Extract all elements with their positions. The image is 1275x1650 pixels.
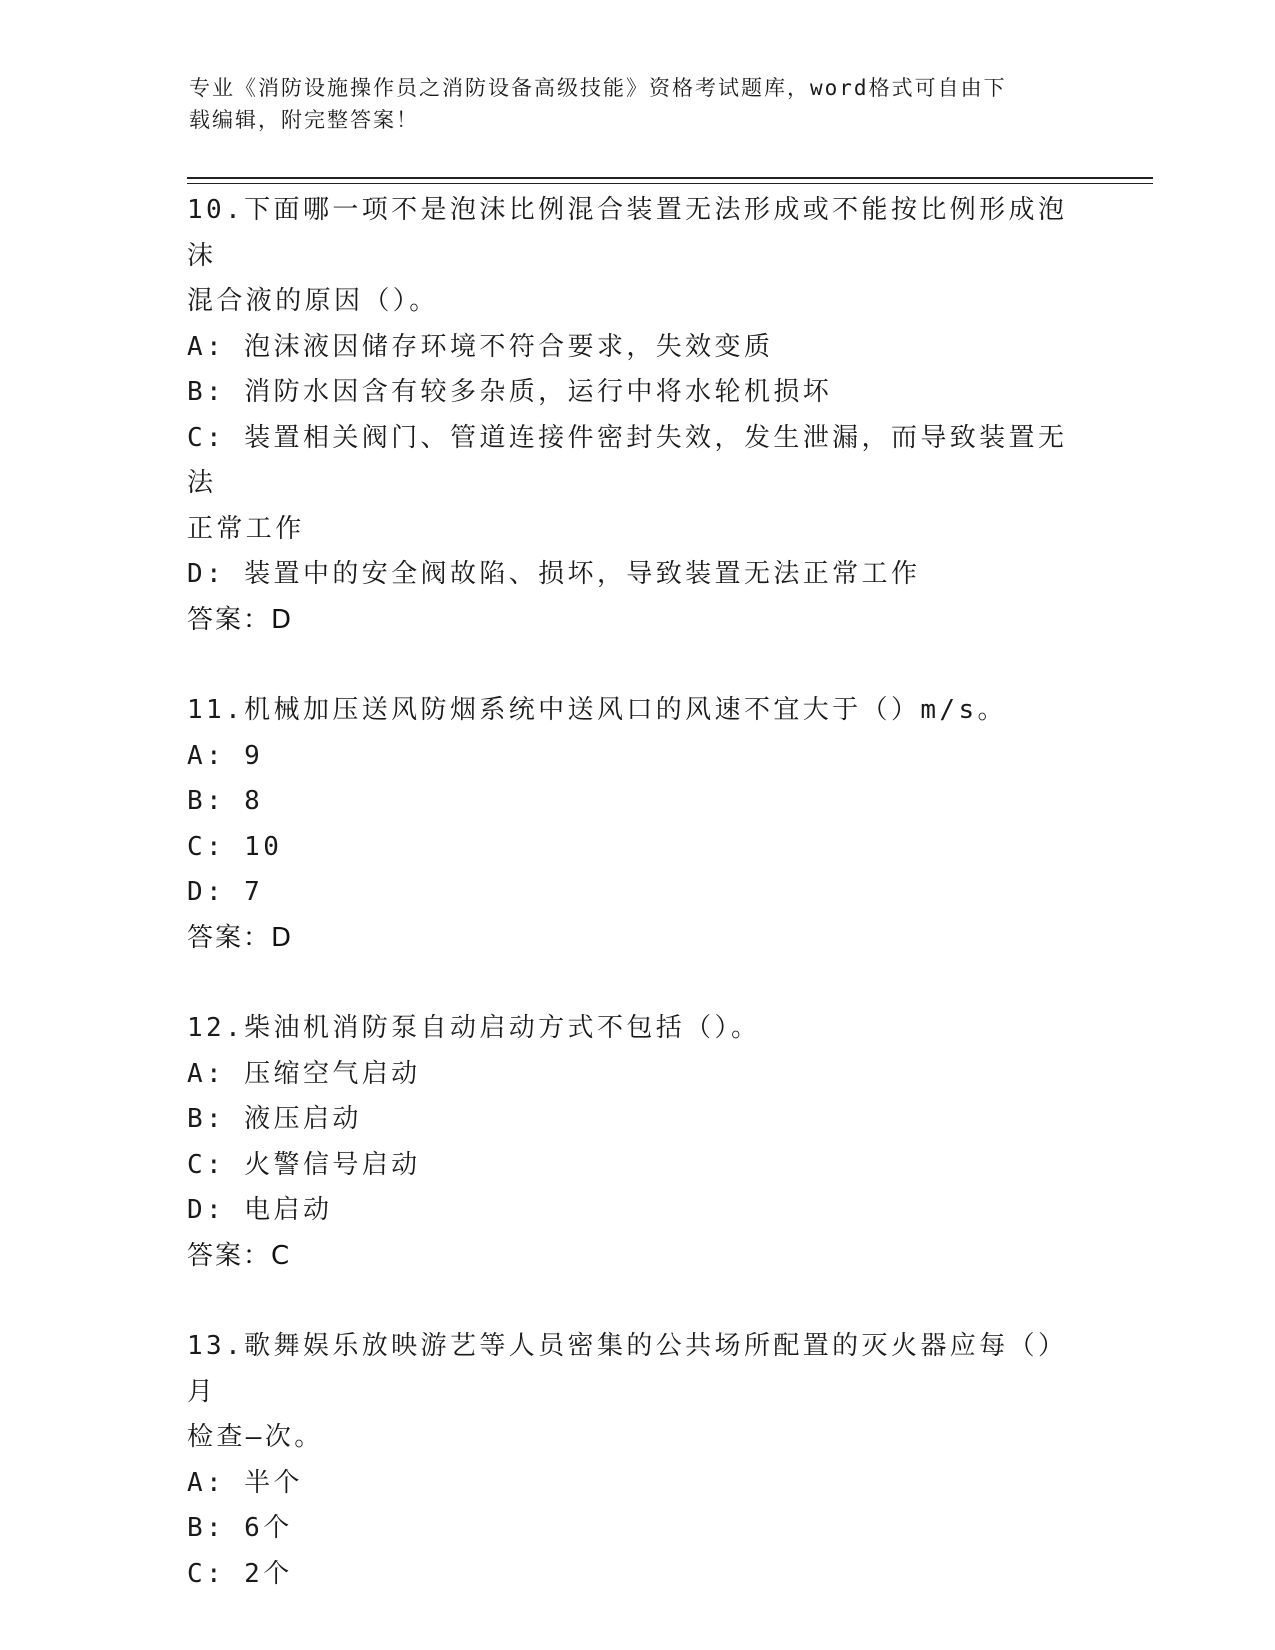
question-13 (187, 1324, 1087, 1597)
question-text: 12.柴油机消防泵自动启动方式不包括（）。 (187, 1013, 761, 1043)
option-b: B: 消防水因含有较多杂质，运行中将水轮机损坏 (187, 377, 833, 407)
question-text-continued: 混合液的原因（）。 (187, 286, 439, 316)
option-d: D: 7 (187, 877, 264, 907)
answer: 答案：D (187, 922, 294, 953)
header-divider-thin (187, 183, 1153, 184)
question-list (187, 188, 1087, 1642)
question-text: 11.机械加压送风防烟系统中送风口的风速不宜大于（）m/s。 (187, 695, 1007, 725)
question-10 (187, 188, 1087, 643)
question-text: 10.下面哪一项不是泡沫比例混合装置无法形成或不能按比例形成泡沫 (187, 195, 1068, 271)
answer: 答案：D (187, 604, 294, 635)
option-a: A: 压缩空气启动 (187, 1058, 421, 1089)
question-text: 13.歌舞娱乐放映游艺等人员密集的公共场所配置的灭火器应每（）月 (187, 1331, 1068, 1407)
option-b: B: 液压启动 (187, 1104, 362, 1134)
option-d: D: 装置中的安全阀故陷、损坏，导致装置无法正常工作 (187, 559, 921, 589)
question-text-continued: 检查—次。 (187, 1422, 324, 1452)
header-line-1: 专业《消防设施操作员之消防设备高级技能》资格考试题库，word格式可自由下 (189, 76, 1007, 100)
option-a: A: 半个 (187, 1467, 303, 1498)
option-d: D: 电启动 (187, 1195, 333, 1225)
header-line-2: 载编辑，附完整答案！ (189, 108, 419, 132)
option-c: C: 2个 (187, 1558, 293, 1589)
question-11 (187, 688, 1087, 961)
question-12 (187, 1006, 1087, 1279)
option-c: C: 10 (187, 831, 283, 862)
document-header (189, 72, 1089, 136)
option-a: A: 泡沫液因储存环境不符合要求，失效变质 (187, 331, 774, 362)
option-c: C: 装置相关阀门、管道连接件密封失效，发生泄漏，而导致装置无法 (187, 422, 1068, 498)
option-a: A: 9 (187, 740, 264, 771)
answer: 答案：C (187, 1240, 292, 1271)
option-b: B: 8 (187, 786, 264, 816)
header-divider-thick (187, 177, 1153, 179)
option-b: B: 6个 (187, 1513, 293, 1543)
option-c-continued: 正常工作 (187, 513, 305, 544)
option-c: C: 火警信号启动 (187, 1149, 421, 1180)
